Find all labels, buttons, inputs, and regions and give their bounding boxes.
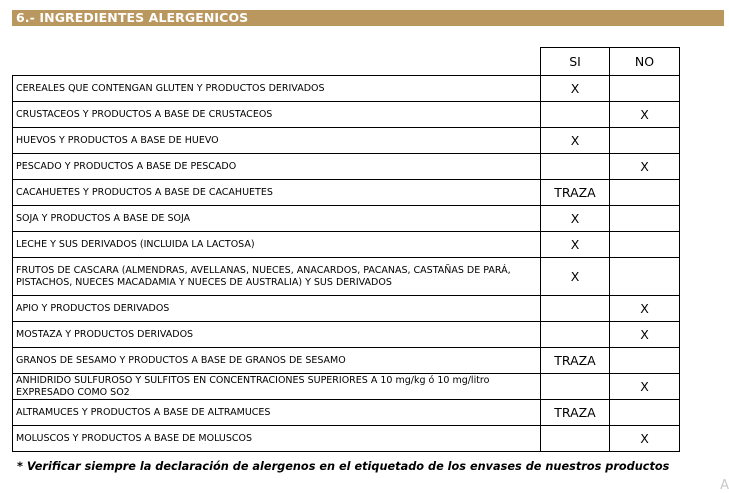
allergen-label: PESCADO Y PRODUCTOS A BASE DE PESCADO xyxy=(13,154,541,180)
header-no: NO xyxy=(610,48,680,76)
header-empty-cell xyxy=(13,48,541,76)
table-row xyxy=(13,180,680,206)
no-cell: X xyxy=(610,154,680,180)
table-row xyxy=(13,128,680,154)
allergen-label: CEREALES QUE CONTENGAN GLUTEN Y PRODUCTOS DERIVADOS xyxy=(13,76,541,102)
si-cell xyxy=(541,426,610,452)
no-cell: X xyxy=(610,322,680,348)
si-cell: TRAZA xyxy=(541,180,610,206)
si-cell: X xyxy=(541,128,610,154)
allergen-label: GRANOS DE SESAMO Y PRODUCTOS A BASE DE GRANOS DE SESAMO xyxy=(13,348,541,374)
allergen-label: APIO Y PRODUCTOS DERIVADOS xyxy=(13,296,541,322)
allergen-table xyxy=(12,47,680,452)
table-row xyxy=(13,296,680,322)
no-cell xyxy=(610,258,680,296)
si-cell xyxy=(541,154,610,180)
si-cell: TRAZA xyxy=(541,348,610,374)
si-cell: X xyxy=(541,206,610,232)
no-cell xyxy=(610,76,680,102)
si-cell xyxy=(541,322,610,348)
no-cell: X xyxy=(610,374,680,400)
no-cell xyxy=(610,400,680,426)
allergen-label: CRUSTACEOS Y PRODUCTOS A BASE DE CRUSTACEOS xyxy=(13,102,541,128)
table-header-row xyxy=(13,48,680,76)
si-cell: X xyxy=(541,76,610,102)
si-cell: TRAZA xyxy=(541,400,610,426)
table-row xyxy=(13,206,680,232)
si-cell: X xyxy=(541,232,610,258)
table-row xyxy=(13,232,680,258)
allergen-label: SOJA Y PRODUCTOS A BASE DE SOJA xyxy=(13,206,541,232)
no-cell xyxy=(610,232,680,258)
allergen-label: LECHE Y SUS DERIVADOS (INCLUIDA LA LACTOSA) xyxy=(13,232,541,258)
no-cell: X xyxy=(610,426,680,452)
table-row xyxy=(13,322,680,348)
table-row xyxy=(13,154,680,180)
table-row xyxy=(13,426,680,452)
table-row xyxy=(13,76,680,102)
table-row xyxy=(13,374,680,400)
allergen-label: ALTRAMUCES Y PRODUCTOS A BASE DE ALTRAMUCES xyxy=(13,400,541,426)
allergen-label: FRUTOS DE CASCARA (ALMENDRAS, AVELLANAS, NUECES, ANACARDOS, PACANAS, CASTAÑAS DE PARÁ, PISTACHOS, NUECES MACADAMIA Y NUECES DE AUSTRALIA) Y SUS DERIVADOS xyxy=(13,258,541,296)
no-cell: X xyxy=(610,296,680,322)
table-row xyxy=(13,400,680,426)
allergen-label: ANHIDRIDO SULFUROSO Y SULFITOS EN CONCENTRACIONES SUPERIORES A 10 mg/kg ó 10 mg/litro EXPRESADO COMO SO2 xyxy=(13,374,541,400)
si-cell: X xyxy=(541,258,610,296)
no-cell xyxy=(610,348,680,374)
table-row xyxy=(13,348,680,374)
allergen-label: CACAHUETES Y PRODUCTOS A BASE DE CACAHUETES xyxy=(13,180,541,206)
allergen-rows xyxy=(13,76,680,452)
allergen-label: MOSTAZA Y PRODUCTOS DERIVADOS xyxy=(13,322,541,348)
header-si: SI xyxy=(541,48,610,76)
no-cell: X xyxy=(610,102,680,128)
corner-mark: A xyxy=(720,478,729,493)
si-cell xyxy=(541,296,610,322)
table-row xyxy=(13,102,680,128)
no-cell xyxy=(610,206,680,232)
si-cell xyxy=(541,374,610,400)
no-cell xyxy=(610,128,680,154)
table-row xyxy=(13,258,680,296)
section-title: 6.- INGREDIENTES ALERGENICOS xyxy=(12,10,724,26)
si-cell xyxy=(541,102,610,128)
allergen-label: HUEVOS Y PRODUCTOS A BASE DE HUEVO xyxy=(13,128,541,154)
allergen-label: MOLUSCOS Y PRODUCTOS A BASE DE MOLUSCOS xyxy=(13,426,541,452)
no-cell xyxy=(610,180,680,206)
footnote: * Verificar siempre la declaración de alergenos en el etiquetado de los envases de nuestros productos xyxy=(17,460,670,473)
